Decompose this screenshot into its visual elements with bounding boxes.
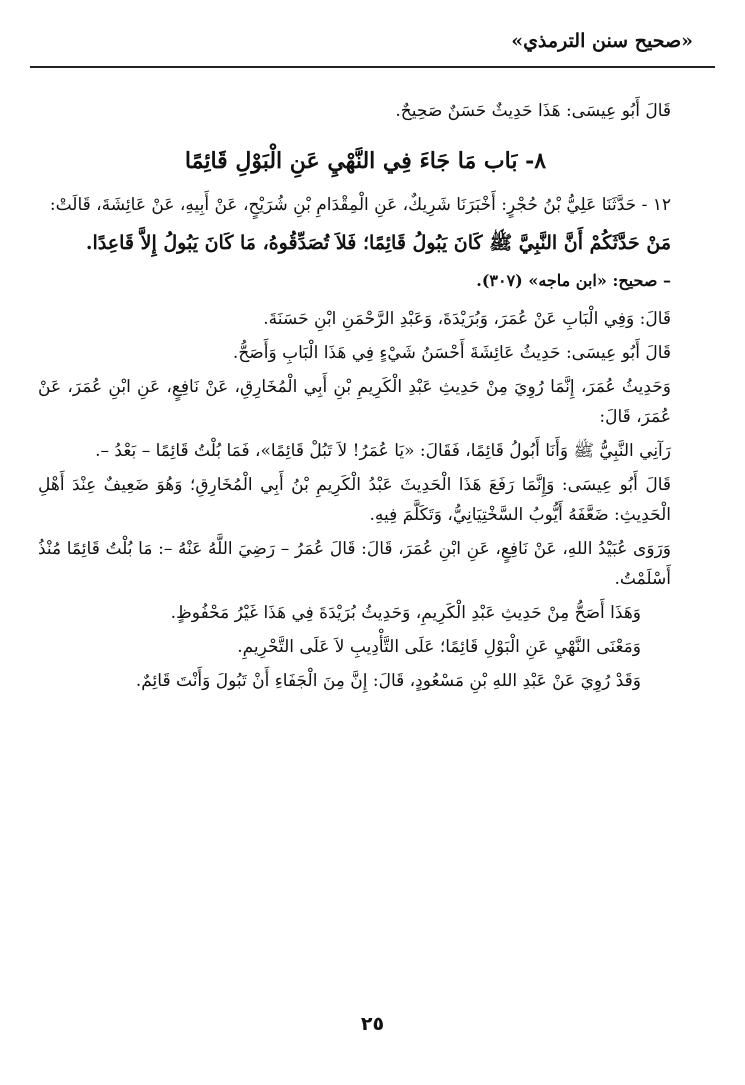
paragraph-aisha-hadith-best: قَالَ أَبُو عِيسَى: حَدِيثُ عَائِشَةَ أَحْسَنُ شَيْءٍ فِي هَذَا الْبَابِ وَأَصَحُّ. — [232, 343, 671, 363]
paragraph-abdul-karim-weak: قَالَ أَبُو عِيسَى: وَإِنَّمَا رَفَعَ هَذَا الْحَدِيثَ عَبْدُ الْكَرِيمِ بْنُ أَبِي الْمُخَارِقِ؛ وَهُوَ ضَعِيفٌ عِنْدَ أَهْلِ الْحَدِيثِ: ضَعَّفَهُ أَيُّوبُ السَّخْتِيَانِيُّ، وَتَكَلَّمَ فِيهِ. — [38, 475, 671, 525]
paragraph-ubaidullah-narration: وَرَوَى عُبَيْدُ اللهِ، عَنْ نَافِعٍ، عَنِ ابْنِ عُمَرَ، قَالَ: قَالَ عُمَرُ – رَضِيَ اللَّهُ عَنْهُ –: مَا بُلْتُ قَائِمًا مُنْذُ أَسْلَمْتُ. — [38, 539, 671, 589]
paragraph-meaning-of-prohibition: وَمَعْنَى النَّهْيِ عَنِ الْبَوْلِ قَائِمًا؛ عَلَى التَّأْدِيبِ لاَ عَلَى التَّحْرِيمِ. — [237, 637, 641, 657]
paragraph-more-authentic: وَهَذَا أَصَحُّ مِنْ حَدِيثِ عَبْدِ الْكَرِيمِ، وَحَدِيثُ بُرَيْدَةَ فِي هَذَا غَيْرُ مَحْفُوظٍ. — [170, 603, 641, 623]
header-rule — [30, 66, 715, 68]
hadith-matn: مَنْ حَدَّثَكُمْ أَنَّ النَّبِيَّ ﷺ كَانَ يَبُولُ قَائِمًا؛ فَلاَ تُصَدِّقُوهُ، مَا كَانَ يَبُولُ إِلاَّ قَاعِدًا. — [85, 232, 671, 254]
hadith-grading: – صحيح: «ابن ماجه» (٣٠٧). — [476, 271, 671, 290]
paragraph-chapter-narrators: قَالَ: وَفِي الْبَابِ عَنْ عُمَرَ، وَبُرَيْدَةَ، وَعَبْدِ الرَّحْمَنِ ابْنِ حَسَنَةَ. — [263, 309, 671, 329]
paragraph-umar-hadith-chain: وَحَدِيثُ عُمَرَ، إِنَّمَا رُوِيَ مِنْ حَدِيثِ عَبْدِ الْكَرِيمِ بْنِ أَبِي الْمُخَارِقِ، عَنْ نَافِعٍ، عَنِ ابْنِ عُمَرَ، عَنْ عُمَرَ، قَالَ: — [38, 377, 671, 427]
page-number: ٢٥ — [360, 1013, 385, 1035]
paragraph-ibn-masud: وَقَدْ رُوِيَ عَنْ عَبْدِ اللهِ بْنِ مَسْعُودٍ، قَالَ: إِنَّ مِنَ الْجَفَاءِ أَنْ تَبُولَ وَأَنْتَ قَائِمٌ. — [135, 671, 641, 691]
running-title: «صحيح سنن الترمذي» — [511, 30, 693, 52]
hadith-isnad: ١٢ - حَدَّثَنَا عَلِيُّ بْنُ حُجْرٍ: أَخْبَرَنَا شَرِيكٌ، عَنِ الْمِقْدَامِ بْنِ شُرَيْحٍ، عَنْ أَبِيهِ، عَنْ عَائِشَةَ، قَالَتْ: — [49, 195, 671, 215]
chapter-title: ٨- بَاب مَا جَاءَ فِي النَّهْيِ عَنِ الْبَوْلِ قَائِمًا — [184, 148, 547, 174]
page-body — [38, 96, 693, 700]
paragraph-abu-isa-verdict: قَالَ أَبُو عِيسَى: هَذَا حَدِيثٌ حَسَنٌ صَحِيحٌ. — [395, 101, 671, 121]
paragraph-umar-narration: رَآنِي النَّبِيُّ ﷺ وَأَنَا أَبُولُ قَائِمًا، فَقَالَ: «يَا عُمَرُ! لاَ تَبُلْ قَائِمًا»، فَمَا بُلْتُ قَائِمًا – بَعْدُ –. — [95, 441, 671, 461]
